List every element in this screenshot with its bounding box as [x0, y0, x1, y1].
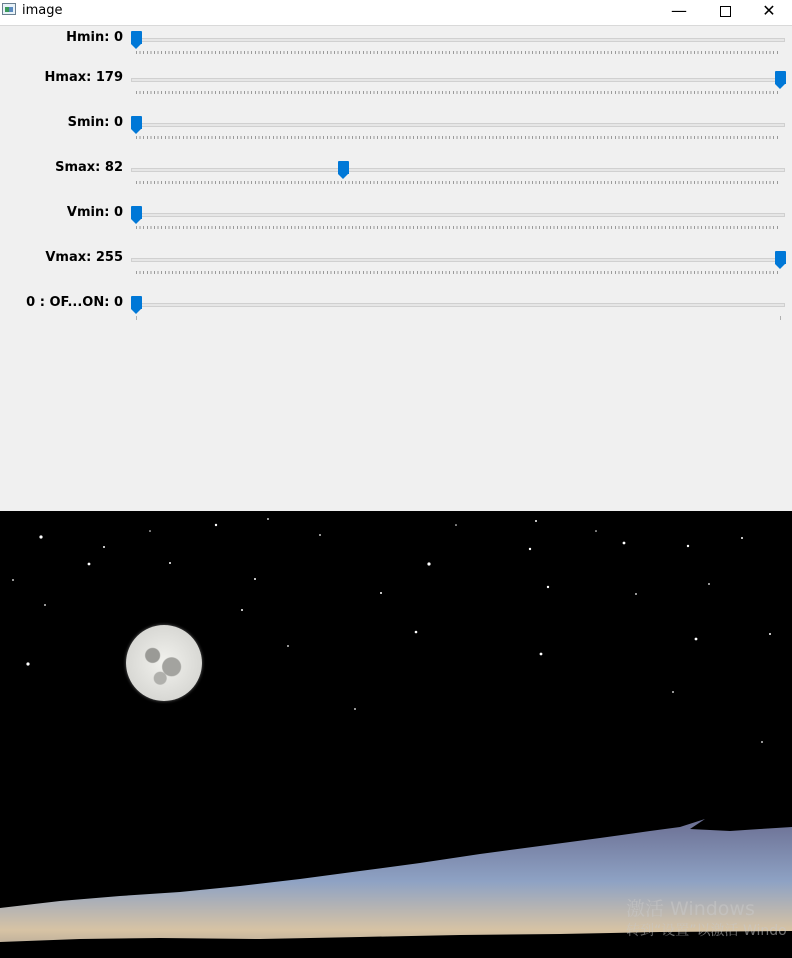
activation-watermark-subtitle: 转到“设置”以激活 Windo: [626, 923, 787, 939]
trackbar-groove[interactable]: [131, 78, 785, 82]
trackbar-thumb[interactable]: [131, 116, 142, 134]
trackbar-off-on: [0, 292, 792, 337]
trackbar-hmax: [0, 67, 792, 112]
trackbar-groove[interactable]: [131, 303, 785, 307]
window-title: image: [22, 3, 63, 18]
trackbar-ticks: [136, 271, 780, 274]
trackbar-ticks: [136, 316, 781, 320]
trackbar-thumb[interactable]: [131, 296, 142, 314]
app-window-icon: [2, 3, 16, 15]
trackbar-thumb[interactable]: [338, 161, 349, 179]
trackbar-groove[interactable]: [131, 168, 785, 172]
trackbar-vmax: [0, 247, 792, 292]
minimize-button[interactable]: [656, 0, 702, 25]
trackbar-ticks: [136, 181, 780, 184]
stars: [12, 518, 771, 743]
trackbar-thumb[interactable]: [131, 206, 142, 224]
trackbar-label: Hmax: 179: [44, 70, 123, 85]
trackbar-label: Vmax: 255: [45, 250, 123, 265]
trackbar-groove[interactable]: [131, 213, 785, 217]
close-button[interactable]: [746, 0, 792, 25]
trackbar-ticks: [136, 51, 780, 54]
trackbar-hmin: [0, 27, 792, 72]
trackbar-ticks: [136, 226, 780, 229]
image-display: [0, 511, 792, 958]
minimize-icon: —: [671, 1, 687, 20]
moon: [126, 625, 202, 701]
trackbar-label: Vmin: 0: [66, 205, 123, 220]
trackbar-label: Smin: 0: [67, 115, 123, 130]
trackbar-thumb[interactable]: [775, 251, 786, 269]
trackbar-smin: [0, 112, 792, 157]
close-icon: ✕: [762, 1, 776, 20]
trackbar-smax: [0, 157, 792, 202]
maximize-button[interactable]: [702, 0, 748, 25]
trackbar-label: Hmin: 0: [66, 30, 123, 45]
trackbar-ticks: [136, 136, 780, 139]
trackbar-vmin: [0, 202, 792, 247]
trackbar-label: 0 : OF...ON: 0: [26, 295, 123, 310]
trackbar-thumb[interactable]: [775, 71, 786, 89]
maximize-icon: [720, 6, 731, 17]
activation-watermark-title: 激活 Windows: [626, 898, 755, 920]
trackbar-groove[interactable]: [131, 123, 785, 127]
title-bar: [0, 0, 792, 26]
trackbar-thumb[interactable]: [131, 31, 142, 49]
trackbar-groove[interactable]: [131, 258, 785, 262]
trackbar-groove[interactable]: [131, 38, 785, 42]
trackbar-label: Smax: 82: [55, 160, 123, 175]
night-sky-image: [0, 511, 792, 958]
trackbar-ticks: [136, 91, 780, 94]
